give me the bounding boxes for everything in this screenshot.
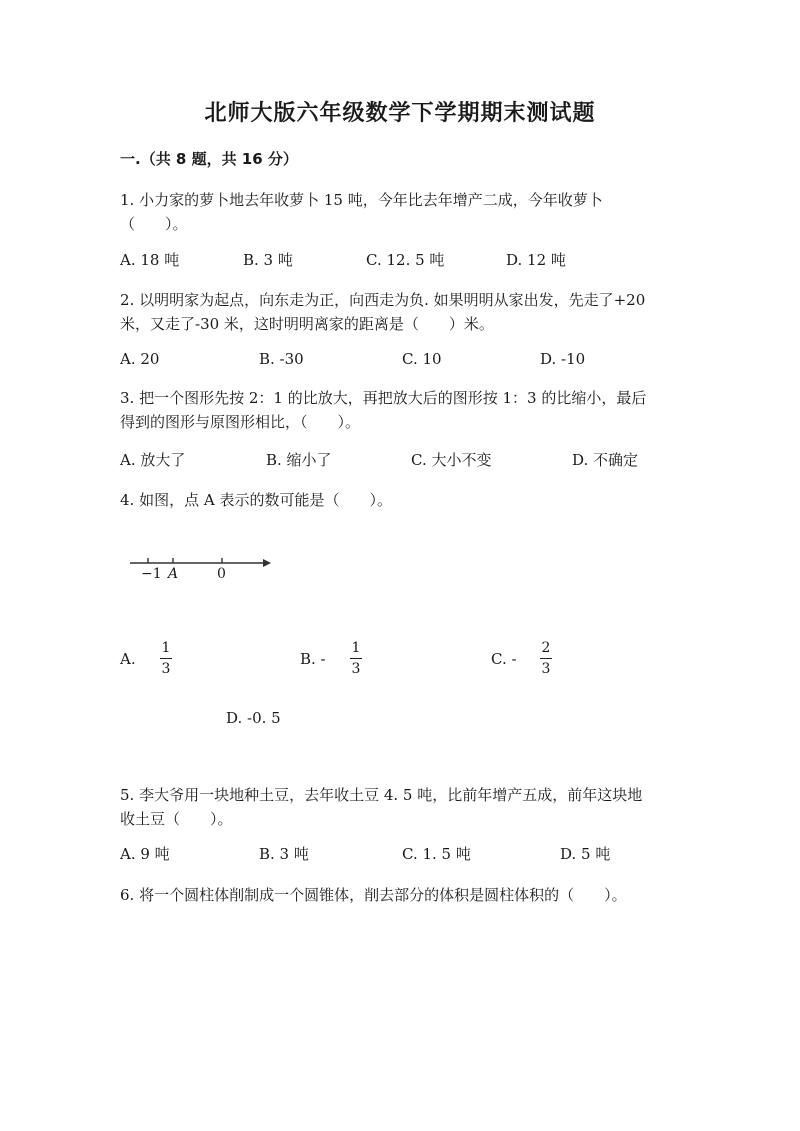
question-2-option-c[interactable]: C. 10 xyxy=(402,350,442,368)
fraction-bar xyxy=(540,658,552,659)
question-5-option-a[interactable]: A. 9 吨 xyxy=(120,845,170,863)
question-3-option-c[interactable]: C. 大小不变 xyxy=(411,451,492,469)
question-4-option-c-prefix[interactable]: C. - xyxy=(491,650,517,668)
number-line-label-a: A xyxy=(168,566,179,582)
fraction-denominator: 3 xyxy=(161,661,171,677)
question-3-line-1: 3. 把一个图形先按 2：1 的比放大，再把放大后的图形按 1：3 的比缩小，最后 xyxy=(120,389,647,407)
number-line-arrow xyxy=(263,559,271,567)
question-1-line-1: 1. 小力家的萝卜地去年收萝卜 15 吨，今年比去年增产二成，今年收萝卜 xyxy=(120,191,603,209)
number-line-label-minus-one: −1 xyxy=(141,566,162,582)
question-3-line-2: 得到的图形与原图形相比，（ ）。 xyxy=(120,413,361,431)
question-5-line-1: 5. 李大爷用一块地种土豆，去年收土豆 4. 5 吨，比前年增产五成，前年这块地 xyxy=(120,786,643,804)
question-2-stem xyxy=(120,288,680,336)
question-6-line-1: 6. 将一个圆柱体削制成一个圆锥体，削去部分的体积是圆柱体积的（ ）。 xyxy=(120,886,627,904)
question-4-stem xyxy=(120,488,680,512)
question-5-stem xyxy=(120,783,680,831)
question-5-option-b[interactable]: B. 3 吨 xyxy=(259,845,309,863)
question-2-option-d[interactable]: D. -10 xyxy=(540,350,586,368)
fraction-numerator: 1 xyxy=(161,640,171,656)
section-header: 一.（共 8 题，共 16 分） xyxy=(120,150,298,168)
question-1-line-2: （ ）。 xyxy=(120,215,188,233)
question-5-option-c[interactable]: C. 1. 5 吨 xyxy=(402,845,471,863)
question-4-line-1: 4. 如图，点 A 表示的数可能是（ ）。 xyxy=(120,491,392,509)
question-3-stem xyxy=(120,386,680,434)
question-4-option-d[interactable]: D. -0. 5 xyxy=(226,709,281,727)
question-2-option-b[interactable]: B. -30 xyxy=(259,350,304,368)
fraction-denominator: 3 xyxy=(351,661,361,677)
question-5-option-d[interactable]: D. 5 吨 xyxy=(560,845,611,863)
fraction-numerator: 1 xyxy=(351,640,361,656)
fraction-bar xyxy=(350,658,362,659)
question-6-stem xyxy=(120,883,680,907)
fraction-numerator: 2 xyxy=(541,640,551,656)
question-4-option-c-fraction xyxy=(540,640,552,677)
question-2-option-a[interactable]: A. 20 xyxy=(120,350,160,368)
question-4-option-a-fraction xyxy=(160,640,172,677)
question-5-line-2: 收土豆（ ）。 xyxy=(120,810,233,828)
question-4-option-b-fraction xyxy=(350,640,362,677)
question-4-option-a-prefix[interactable]: A. xyxy=(120,650,136,668)
question-1-option-d[interactable]: D. 12 吨 xyxy=(506,251,566,269)
question-3-option-b[interactable]: B. 缩小了 xyxy=(266,451,332,469)
question-4-option-b-prefix[interactable]: B. - xyxy=(300,650,326,668)
fraction-bar xyxy=(160,658,172,659)
question-1-option-a[interactable]: A. 18 吨 xyxy=(120,251,180,269)
number-line-label-zero: 0 xyxy=(217,566,226,582)
question-1-stem xyxy=(120,188,680,236)
fraction-denominator: 3 xyxy=(541,661,551,677)
page-title: 北师大版六年级数学下学期期末测试题 xyxy=(204,101,596,126)
question-3-option-d[interactable]: D. 不确定 xyxy=(572,451,639,469)
question-2-line-1: 2. 以明明家为起点，向东走为正，向西走为负. 如果明明从家出发，先走了+20 xyxy=(120,291,646,309)
question-1-option-b[interactable]: B. 3 吨 xyxy=(243,251,293,269)
question-1-option-c[interactable]: C. 12. 5 吨 xyxy=(366,251,445,269)
question-2-line-2: 米，又走了-30 米，这时明明离家的距离是（ ）米。 xyxy=(120,315,494,333)
question-3-option-a[interactable]: A. 放大了 xyxy=(120,451,186,469)
